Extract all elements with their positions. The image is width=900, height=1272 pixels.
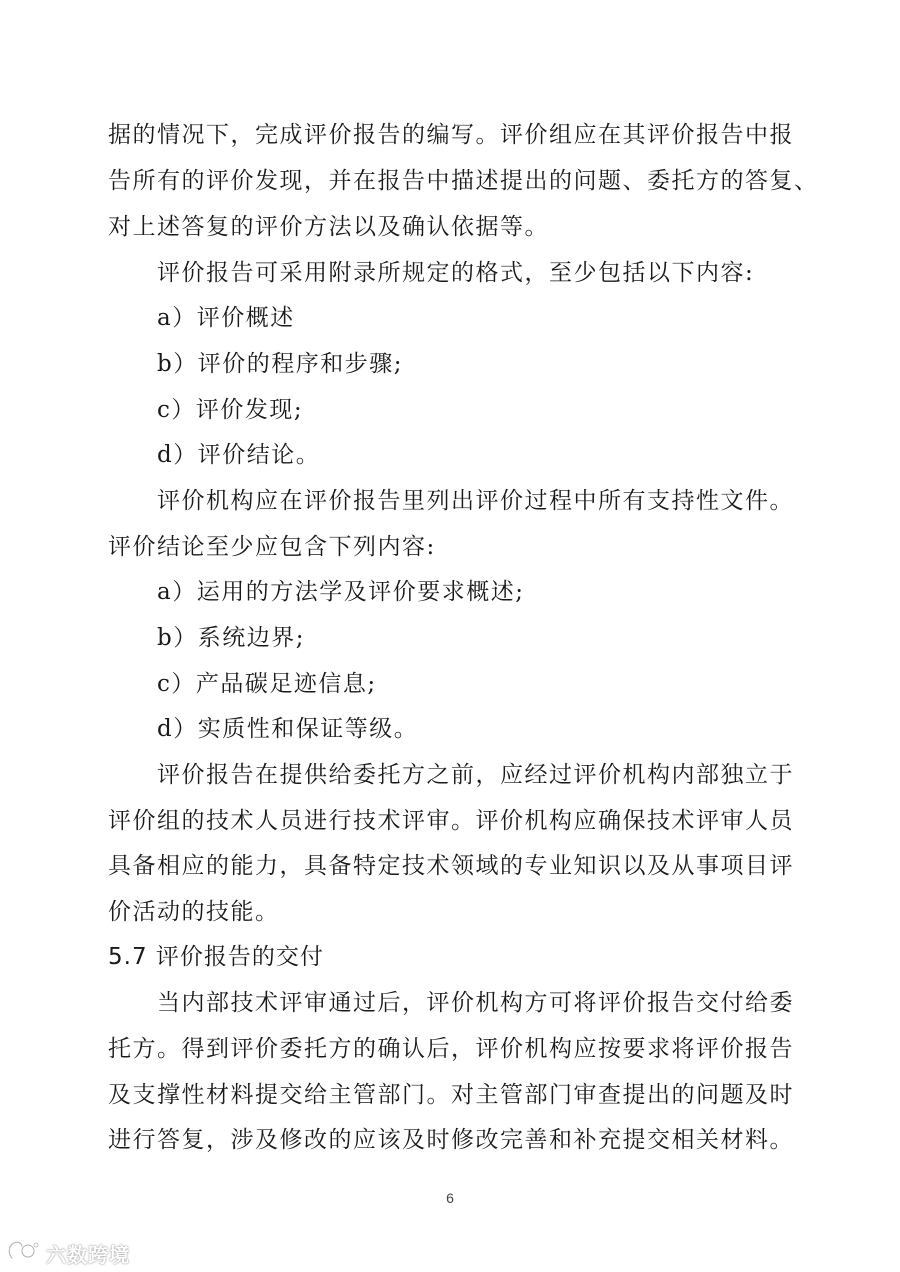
paragraph-start: 评价报告可采用附录所规定的格式，至少包括以下内容: — [157, 260, 755, 286]
list-item: d）评价结论。 — [157, 442, 321, 468]
list-item: c）产品碳足迹信息; — [157, 671, 377, 697]
watermark-logo-icon — [6, 1238, 40, 1268]
text-line: 评价结论至少应包含下列内容: — [108, 534, 436, 560]
text-line: 对上述答复的评价方法以及确认依据等。 — [108, 214, 549, 240]
list-item: a）运用的方法学及评价要求概述; — [157, 579, 525, 605]
text-line: 进行答复，涉及修改的应该及时修改完善和补充提交相关材料。 — [108, 1127, 794, 1153]
list-item: a）评价概述 — [157, 305, 295, 331]
list-item: d）实质性和保证等级。 — [157, 716, 419, 742]
list-item: b）评价的程序和步骤; — [157, 351, 403, 377]
watermark — [6, 1238, 130, 1268]
paragraph-start: 当内部技术评审通过后，评价机构方可将评价报告交付给委 — [157, 990, 794, 1016]
page-number: 6 — [446, 1190, 454, 1206]
watermark-text: 六数跨境 — [46, 1242, 130, 1267]
text-line: 据的情况下，完成评价报告的编写。评价组应在其评价报告中报 — [108, 122, 794, 148]
text-line: 具备相应的能力，具备特定技术领域的专业知识以及从事项目评 — [108, 853, 794, 879]
text-line: 价活动的技能。 — [108, 899, 280, 925]
list-item: b）系统边界; — [157, 625, 305, 651]
text-line: 及支撑性材料提交给主管部门。对主管部门审查提出的问题及时 — [108, 1082, 794, 1108]
list-item: c）评价发现; — [157, 397, 304, 423]
paragraph-start: 评价报告在提供给委托方之前，应经过评价机构内部独立于 — [157, 762, 794, 788]
text-line: 评价组的技术人员进行技术评审。评价机构应确保技术评审人员 — [108, 808, 794, 834]
paragraph-start: 评价机构应在评价报告里列出评价过程中所有支持性文件。 — [157, 488, 794, 514]
section-heading: 5.7 评价报告的交付 — [108, 944, 324, 970]
text-line: 托方。得到评价委托方的确认后，评价机构应按要求将评价报告 — [108, 1036, 794, 1062]
text-line: 告所有的评价发现，并在报告中描述提出的问题、委托方的答复、 — [108, 168, 819, 194]
